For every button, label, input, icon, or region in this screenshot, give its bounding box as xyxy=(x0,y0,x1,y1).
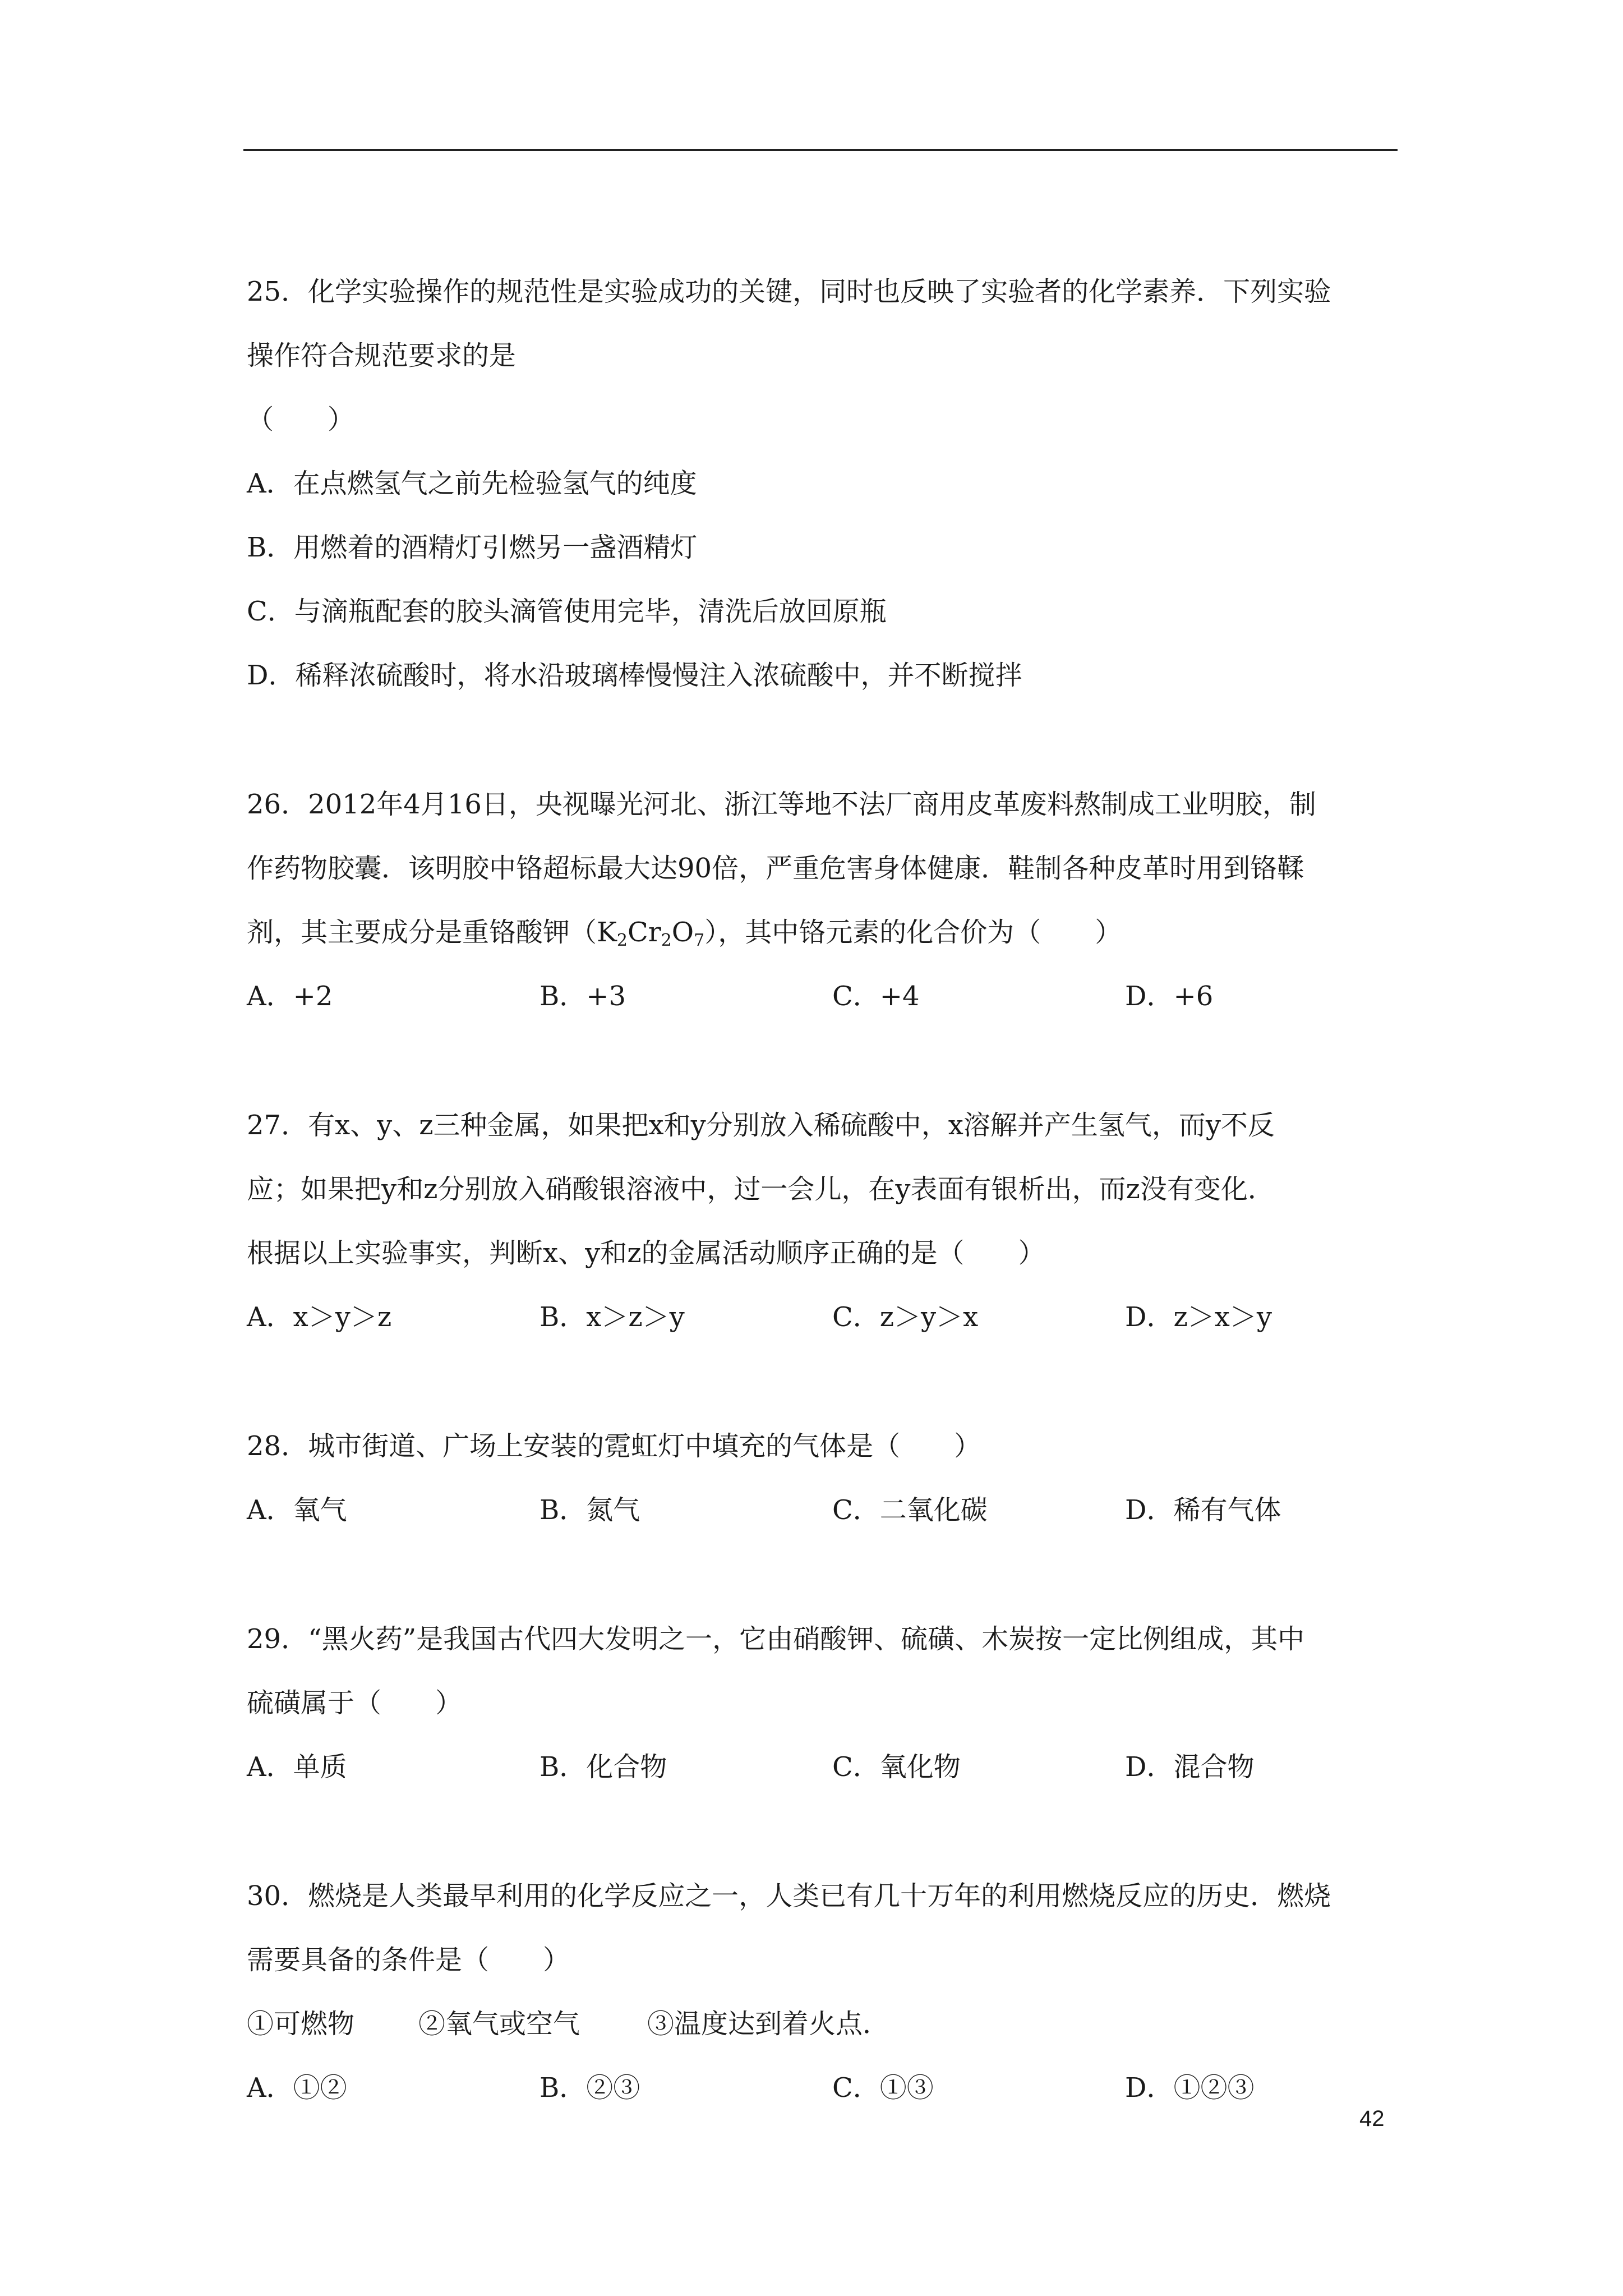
condition-3: ③温度达到着火点． xyxy=(647,2008,890,2040)
option-d: D．z＞x＞y xyxy=(1125,1301,1272,1333)
option-c: C．氧化物 xyxy=(832,1751,961,1783)
option-c: C．+4 xyxy=(832,981,920,1012)
answer-blank: （ ） xyxy=(247,404,355,435)
option-d: D．混合物 xyxy=(1125,1751,1255,1783)
question-text: 根据以上实验事实，判断x、y和z的金属活动顺序正确的是（ ） xyxy=(247,1237,1045,1269)
option-b: B．氮气 xyxy=(540,1494,640,1526)
question-text: 应；如果把y和z分别放入硝酸银溶液中，过一会儿，在y表面有银析出，而z没有变化． xyxy=(247,1174,1275,1205)
question-text: 25．化学实验操作的规范性是实验成功的关键，同时也反映了实验者的化学素养．下列实验 xyxy=(247,276,1331,307)
option-a: A．①② xyxy=(247,2072,347,2104)
option-c: C．z＞y＞x xyxy=(832,1301,979,1333)
option-b: B．化合物 xyxy=(540,1751,667,1783)
option-d: D．稀有气体 xyxy=(1125,1494,1281,1526)
option-a: A．单质 xyxy=(247,1751,347,1783)
option-a: A．在点燃氢气之前先检验氢气的纯度 xyxy=(247,468,697,499)
option-b: B．用燃着的酒精灯引燃另一盏酒精灯 xyxy=(247,532,698,563)
option-d: D．+6 xyxy=(1125,981,1214,1012)
option-d: D．①②③ xyxy=(1125,2072,1255,2104)
question-text-formula: 剂，其主要成分是重铬酸钾$(K_2Cr_2O_7)$，其中铬元素的化合价为（ ） xyxy=(247,917,1122,950)
condition-2: ②氧气或空气 xyxy=(418,2008,580,2040)
option-d: D．稀释浓硫酸时，将水沿玻璃棒慢慢注入浓硫酸中，并不断搅拌 xyxy=(247,660,1022,691)
question-text: 26．2012年4月16日，央视曝光河北、浙江等地不法厂商用皮革废料熬制成工业明胶，制 xyxy=(247,789,1316,820)
header-rule xyxy=(243,149,1398,151)
question-text: 30．燃烧是人类最早利用的化学反应之一，人类已有几十万年的利用燃烧反应的历史．燃烧 xyxy=(247,1880,1331,1912)
option-a: A．氧气 xyxy=(247,1494,347,1526)
option-a: A．x＞y＞z xyxy=(247,1301,392,1333)
option-c: C．与滴瓶配套的胶头滴管使用完毕，清洗后放回原瓶 xyxy=(247,596,887,627)
question-text: 操作符合规范要求的是 xyxy=(247,340,517,371)
question-text: 27．有x、y、z三种金属，如果把x和y分别放入稀硫酸中，x溶解并产生氢气，而y不反 xyxy=(247,1110,1275,1141)
option-b: B．②③ xyxy=(540,2072,640,2104)
condition-1: ①可燃物 xyxy=(247,2008,355,2040)
question-text: 需要具备的条件是（ ） xyxy=(247,1944,570,1976)
question-text: 硫磺属于（ ） xyxy=(247,1687,463,1719)
option-c: C．二氧化碳 xyxy=(832,1494,988,1526)
option-c: C．①③ xyxy=(832,2072,934,2104)
option-b: B．+3 xyxy=(540,981,626,1012)
question-text: 作药物胶囊．该明胶中铬超标最大达90倍，严重危害身体健康．鞋制各种皮革时用到铬鞣 xyxy=(247,853,1304,884)
option-b: B．x＞z＞y xyxy=(540,1301,685,1333)
page-number: 42 xyxy=(1359,2106,1385,2131)
option-a: A．+2 xyxy=(247,981,333,1012)
question-text: 29．“黑火药”是我国古代四大发明之一，它由硝酸钾、硫磺、木炭按一定比例组成，其中 xyxy=(247,1623,1305,1655)
question-text: 28．城市街道、广场上安装的霓虹灯中填充的气体是（ ） xyxy=(247,1430,981,1462)
